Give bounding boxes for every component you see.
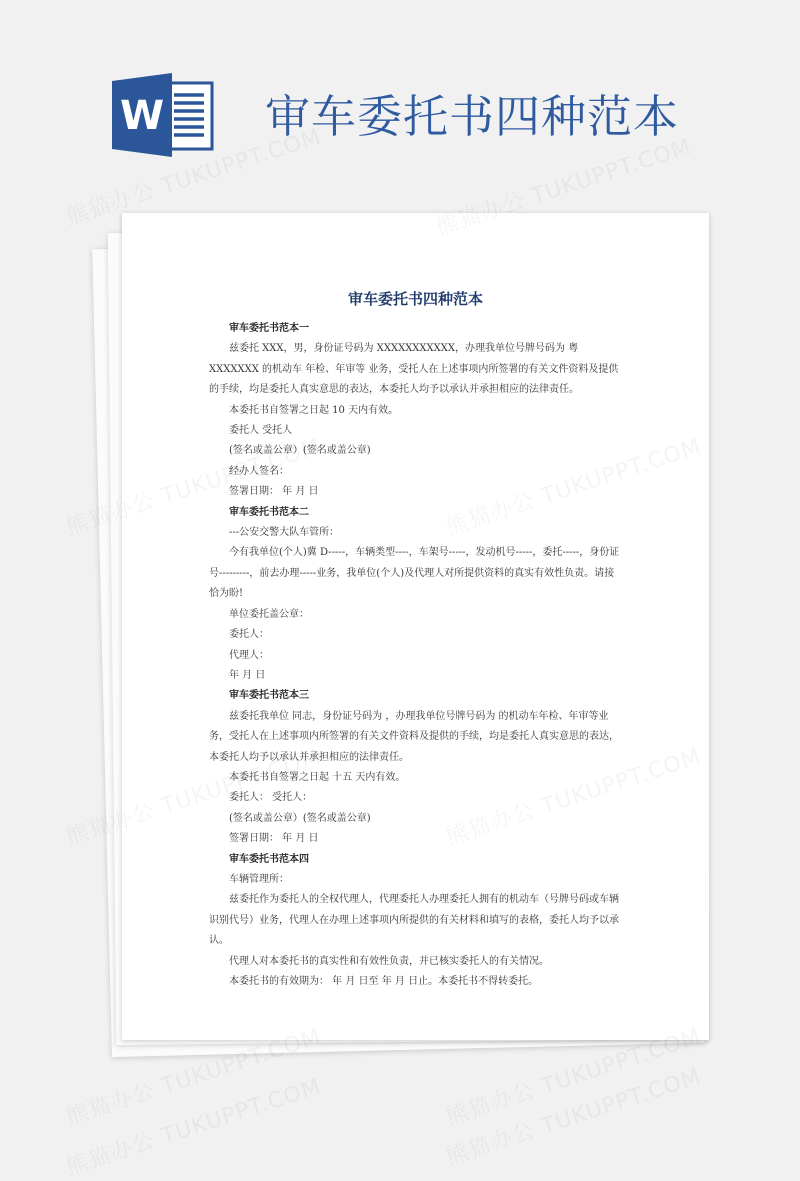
- paragraph: (签名或盖公章）(签名或盖公章): [229, 445, 371, 457]
- section-heading: 审车委托书范本一: [229, 323, 309, 334]
- paragraph: 兹委托作为委托人的全权代理人，代理委托人办理委托人拥有的机动车（号牌号码或车辆识别代号）业务，代理人在办理上述事项内所提供的有关材料和填写的表格，委托人均予以承认。: [209, 894, 619, 947]
- paragraph: 兹委托我单位 同志，身份证号码为 ，办理我单位号牌号码为 的机动车年检、年审等业务，受托人在上述事项内所签署的有关文件资料及提供的手续，均是委托人真实意思的表达，本委托人均予以承认并承担相应的法律责任。: [209, 710, 619, 763]
- svg-text:W: W: [119, 93, 165, 139]
- section-heading: 审车委托书范本二: [229, 506, 309, 518]
- section-heading: 审车委托书范本三: [229, 690, 309, 702]
- paragraph: 委托人 受托人: [229, 425, 293, 437]
- paragraph: 车辆管理所：: [229, 873, 289, 885]
- paragraph: ---公安交警大队车管所：: [229, 527, 340, 539]
- paragraph: 本委托书自签署之日起 10 天内有效。: [229, 404, 399, 416]
- document-title: 审车委托书四种范本: [347, 290, 483, 308]
- paragraph: 本委托书自签署之日起 十五 天内有效。: [229, 771, 406, 783]
- watermark-text: [62, 1070, 325, 1181]
- paragraph: 单位委托盖公章：: [229, 608, 309, 620]
- header: [0, 0, 800, 200]
- section-heading: 审车委托书范本四: [229, 853, 309, 865]
- paragraph: 年 月 日: [229, 669, 266, 681]
- paragraph: 委托人：: [229, 629, 269, 641]
- paragraph: (签名或盖公章）(签名或盖公章): [229, 812, 371, 824]
- word-document-icon: [112, 73, 218, 157]
- paragraph: 签署日期： 年 月 日: [229, 486, 319, 498]
- paragraph: 签署日期： 年 月 日: [229, 833, 319, 845]
- paragraph: 本委托书的有效期为： 年 月 日至 年 月 日止。本委托书不得转委托。: [229, 976, 539, 987]
- page-title: 审车委托书四种范本: [265, 90, 680, 143]
- paragraph: 代理人：: [229, 649, 269, 661]
- paragraph: 今有我单位(个人)冀 D-----，车辆类型----，车架号-----，发动机号-----，委托-----，身份证号---------，前去办理-----业务，我单位(个人)及代理人对所提供资料的真实有效性负责。请接恰为盼!: [209, 547, 620, 600]
- paragraph: 兹委托 XXX，男，身份证号码为 XXXXXXXXXXX，办理我单位号牌号码为 粤 XXXXXXX 的机动车 年检、年审等 业务，受托人在上述事项内所签署的有关文件资料及提供的手续，均是委托人真实意思的表达，本委托人均予以承认并承担相应的法律责任。: [209, 343, 619, 396]
- document-page: [122, 213, 709, 1040]
- paragraph: 委托人： 受托人：: [229, 792, 313, 804]
- watermark-text: [442, 1060, 705, 1172]
- paragraph: 代理人对本委托书的真实性和有效性负责，并已核实委托人的有关情况。: [229, 955, 549, 967]
- paragraph: 经办人签名：: [229, 465, 289, 477]
- document-body: [209, 319, 621, 992]
